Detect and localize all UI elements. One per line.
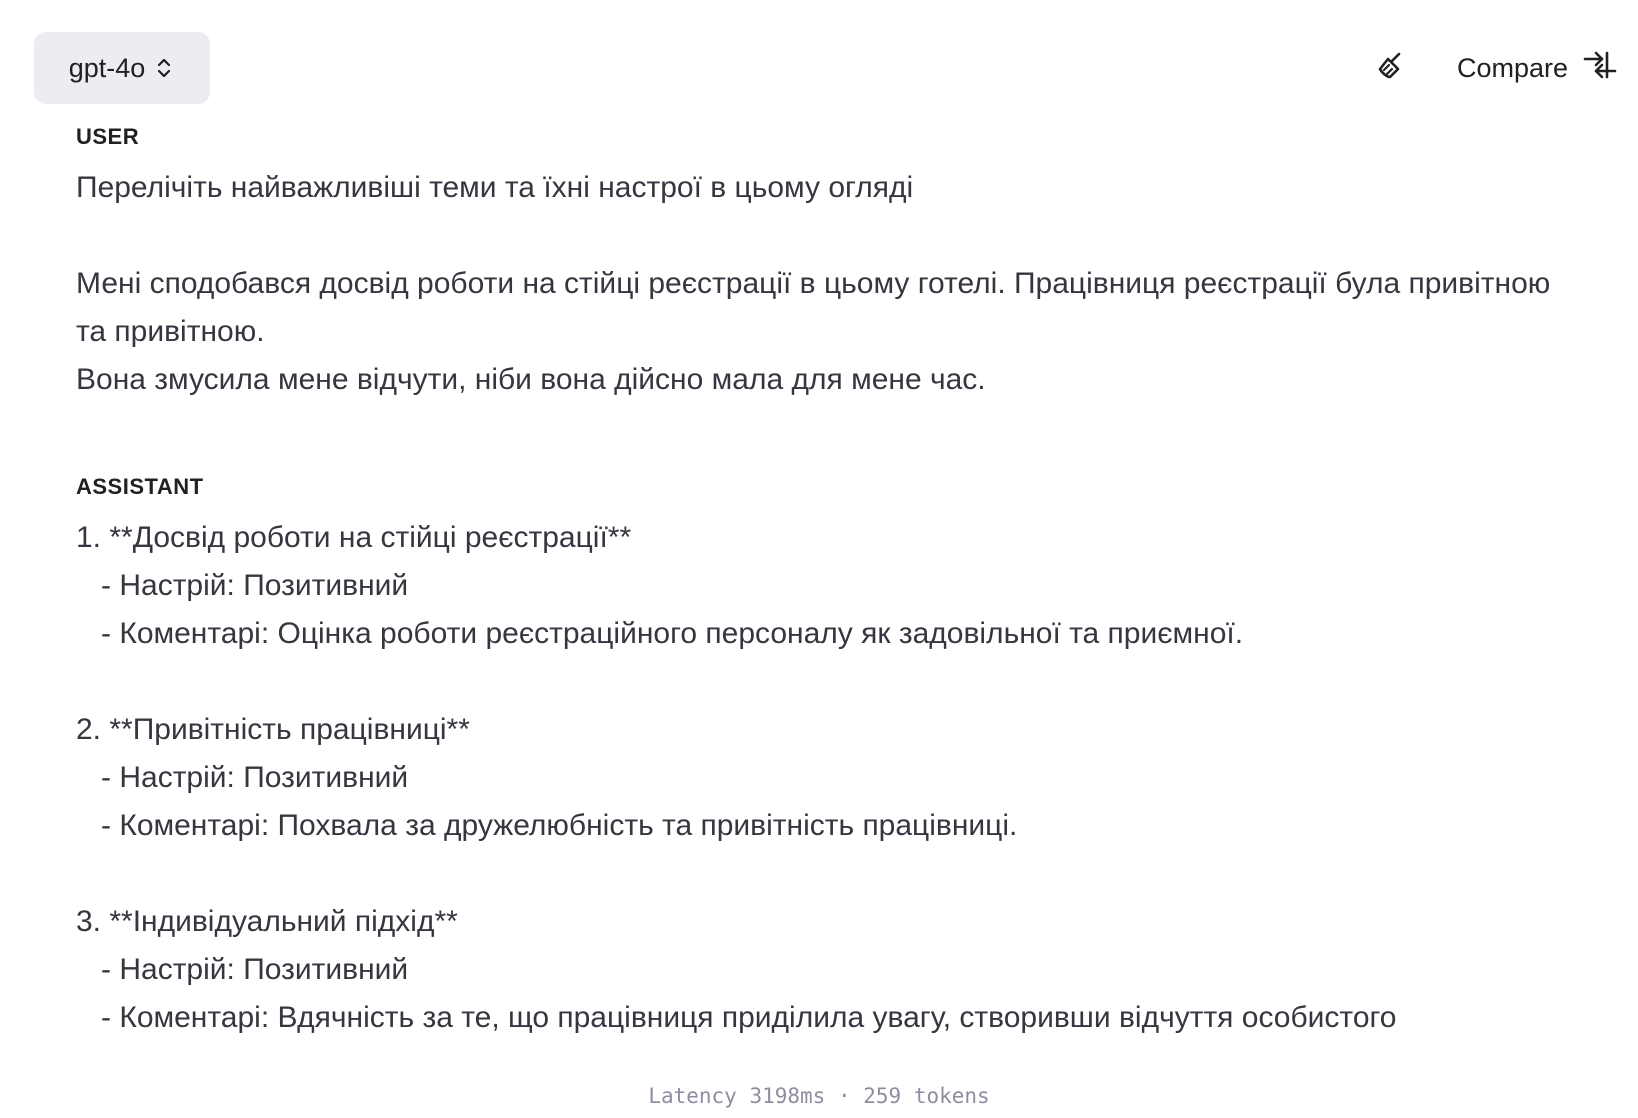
- latency-stats: Latency 3198ms · 259 tokens: [648, 1084, 990, 1108]
- chevron-up-down-icon: [153, 53, 175, 83]
- compare-button[interactable]: [1457, 49, 1618, 88]
- toolbar-right: [1369, 42, 1618, 94]
- arrows-compare-icon: [1582, 49, 1618, 88]
- assistant-message[interactable]: 1. **Досвід роботи на стійці реєстрації** - Настрій: Позитивний - Коментарі: Оцінка роботи реєстраційного персоналу як задовільної та приємної. 2. **Привітність працівниці** - Настрій: Позитивний - Коментарі: Похвала за дружелюбність та привітність працівниці. 3. **Індивідуальний підхід** - Настрій: Позитивний - Коментарі: Вдячність за те, що працівниця приділила увагу, створивши відчуття особистого: [76, 521, 1397, 1034]
- model-label: gpt-4o: [68, 52, 146, 83]
- clear-button[interactable]: [1369, 46, 1413, 90]
- compare-label: Compare: [1456, 52, 1568, 83]
- model-selector[interactable]: [34, 32, 210, 104]
- user-message[interactable]: Перелічіть найважливіші теми та їхні настрої в цьому огляді Мені сподобався досвід роботи на стійці реєстрації в цьому готелі. Працівниця реєстрації була привітною та привітною. Вона змусила мене відчути, ніби вона дійсно мала для мене час.: [76, 171, 1551, 396]
- conversation: [76, 120, 1556, 1042]
- assistant-role-label: ASSISTANT: [76, 474, 204, 499]
- user-role-label: USER: [76, 124, 140, 149]
- broom-icon: [1375, 50, 1407, 87]
